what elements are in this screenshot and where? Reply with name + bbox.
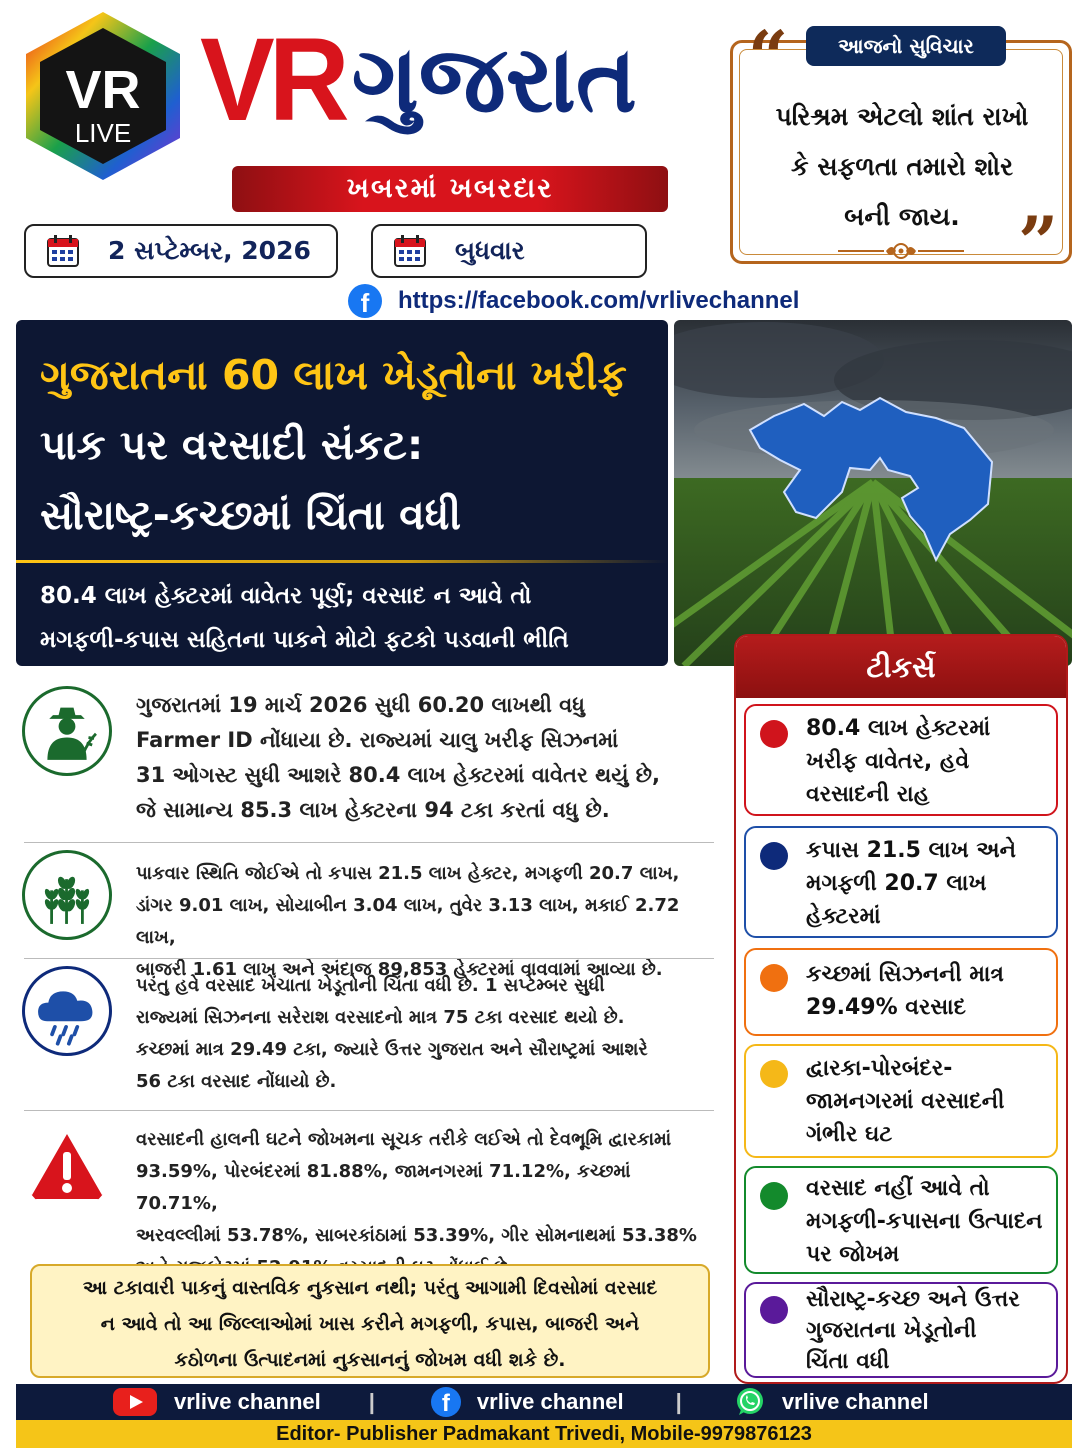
farmer-icon bbox=[22, 686, 112, 776]
thought-label: આજનો સુવિચાર bbox=[806, 26, 1006, 66]
paragraph-farmers bbox=[16, 686, 716, 826]
ticker-line: મગફળી 20.7 લાખ bbox=[806, 871, 987, 896]
paragraph-line: પાકવાર સ્થિતિ જોઈએ તો કપાસ 21.5 લાખ હેક્ટર, મગફળી 20.7 લાખ, bbox=[136, 863, 680, 884]
ticker-item bbox=[744, 948, 1058, 1036]
brand-gujarat: ગુજરાત bbox=[351, 26, 637, 133]
youtube-label[interactable]: vrlive channel bbox=[174, 1389, 321, 1414]
ticker-item bbox=[744, 704, 1058, 816]
paragraph-line: બાજરી 1.61 લાખ અને અંદાજ 89,853 હેક્ટરમાં વાવવામાં આવ્યા છે. bbox=[136, 959, 663, 980]
ticker-line: ચિંતા વધી bbox=[806, 1349, 890, 1374]
logo-live-text: LIVE bbox=[74, 118, 132, 148]
ticker-text bbox=[806, 1052, 1054, 1151]
paragraph-line: Farmer ID નોંધાયા છે. રાજ્યમાં ચાલુ ખરીફ સિઝનમાં bbox=[136, 728, 619, 752]
bullet-dot-blue bbox=[760, 842, 788, 870]
tagline: ખબરમાં ખબરદાર bbox=[232, 166, 668, 212]
tickers-panel bbox=[734, 634, 1068, 1384]
whatsapp-link[interactable] bbox=[734, 1386, 929, 1418]
ticker-item bbox=[744, 826, 1058, 938]
paragraph-crops bbox=[16, 850, 716, 980]
facebook-icon: f bbox=[348, 284, 382, 318]
paragraph-line: રાજ્યમાં સિઝનના સરેરાશ વરસાદનો માત્ર 75 ટકા વરસાદ થયો છે. bbox=[136, 1007, 625, 1028]
ticker-line: વરસાદની રાહ bbox=[806, 782, 930, 807]
ticker-line: પર જોખમ bbox=[806, 1242, 900, 1267]
paragraph-text bbox=[136, 1124, 716, 1284]
paragraph-line: ગુજરાતમાં 19 માર્ચ 2026 સુધી 60.20 લાખથી વધુ bbox=[136, 693, 585, 717]
paragraph-text bbox=[136, 970, 716, 1098]
paragraph-rainfall bbox=[16, 966, 716, 1102]
bullet-dot-orange bbox=[760, 964, 788, 992]
paragraph-line: 56 ટકા વરસાદ નોંધાયો છે. bbox=[136, 1071, 337, 1092]
rain-cloud-icon bbox=[22, 966, 112, 1056]
paragraph-line: જે સામાન્ય 85.3 લાખ હેક્ટરના 94 ટકા કરતાં વધુ છે. bbox=[136, 798, 610, 822]
thought-line: કે સફળતા તમારો શોર bbox=[790, 152, 1014, 181]
whatsapp-label[interactable]: vrlive channel bbox=[781, 1389, 929, 1414]
ticker-text bbox=[806, 712, 1054, 811]
headline-divider bbox=[16, 560, 668, 563]
ticker-line: હેક્ટરમાં bbox=[806, 904, 881, 929]
thought-line: બની જાય. bbox=[844, 202, 960, 231]
whatsapp-icon bbox=[734, 1386, 766, 1418]
ticker-text bbox=[806, 1172, 1054, 1271]
headline-subtitle bbox=[40, 574, 660, 662]
facebook-footer-link[interactable] bbox=[431, 1387, 624, 1417]
brand-title bbox=[200, 13, 720, 146]
ticker-line: ગંભીર ઘટ bbox=[806, 1122, 893, 1147]
paragraph-line: 31 ઓગસ્ટ સુધી આશરે 80.4 લાખ હેક્ટરમાં વાવેતર થયું છે, bbox=[136, 763, 660, 787]
wheat-icon bbox=[22, 850, 112, 940]
divider bbox=[24, 958, 714, 959]
facebook-url[interactable]: https://facebook.com/vrlivechannel bbox=[398, 287, 800, 314]
facebook-link[interactable] bbox=[348, 284, 799, 318]
bullet-dot-green bbox=[760, 1182, 788, 1210]
date-text: 2 સપ્ટેમ્બર, 2026 bbox=[108, 236, 311, 265]
weekday-box bbox=[371, 224, 647, 278]
divider bbox=[24, 842, 714, 843]
vr-live-logo bbox=[22, 10, 184, 182]
paragraph-line: વરસાદની હાલની ઘટને જોખમના સૂચક તરીકે લઈએ તો દેવભૂમિ દ્વારકામાં bbox=[136, 1129, 672, 1150]
divider bbox=[24, 1110, 714, 1111]
thought-text bbox=[752, 92, 1052, 242]
calendar-icon bbox=[46, 234, 80, 268]
paragraph-line: ડાંગર 9.01 લાખ, સોયાબીન 3.04 લાખ, તુવેર 3.13 લાખ, મકાઈ 2.72 લાખ, bbox=[136, 895, 680, 948]
ticker-line: 29.49% વરસાદ bbox=[806, 995, 966, 1020]
disclaimer-note bbox=[30, 1264, 710, 1378]
editor-line: Editor- Publisher Padmakant Trivedi, Mobile-9979876123 bbox=[16, 1420, 1072, 1448]
ticker-text bbox=[806, 1284, 1054, 1377]
ornament-divider bbox=[836, 240, 966, 262]
ticker-line: વરસાદ નહીં આવે તો bbox=[806, 1176, 990, 1201]
paragraph-line: કચ્છમાં માત્ર 29.49 ટકા, જ્યારે ઉત્તર ગુજરાત અને સૌરાષ્ટ્રમાં આશરે bbox=[136, 1039, 648, 1060]
ticker-line: દ્વારકા-પોરબંદર- bbox=[806, 1056, 953, 1081]
bullet-dot-yellow bbox=[760, 1060, 788, 1088]
note-line: ન આવે તો આ જિલ્લાઓમાં ખાસ કરીને મગફળી, કપાસ, બાજરી અને bbox=[100, 1313, 640, 1335]
footer-social-bar bbox=[16, 1384, 1072, 1420]
close-quote-icon: ” bbox=[1018, 201, 1059, 284]
note-line: આ ટકાવારી પાકનું વાસ્તવિક નુકસાન નથી; પરંતુ આગામી દિવસોમાં વરસાદ bbox=[82, 1277, 658, 1299]
tickers-title: ટીકર્સ bbox=[736, 636, 1066, 698]
subtitle-line: મગફળી-કપાસ સહિતના પાકને મોટો ફટકો પડવાની ભીતિ bbox=[40, 627, 569, 653]
ticker-item bbox=[744, 1166, 1058, 1274]
paragraph-line: અરવલ્લીમાં 53.78%, સાબરકાંઠામાં 53.39%, ગીર સોમનાથમાં 53.38% bbox=[136, 1225, 697, 1246]
ticker-line: ખરીફ વાવેતર, હવે bbox=[806, 749, 970, 774]
ticker-line: કચ્છમાં સિઝનની માત્ર bbox=[806, 962, 1004, 987]
ticker-text bbox=[806, 834, 1054, 933]
weekday-text: બુધવાર bbox=[455, 236, 525, 265]
ticker-text bbox=[806, 958, 1054, 1024]
ticker-line: મગફળી-કપાસના ઉત્પાદન bbox=[806, 1209, 1043, 1234]
ticker-item bbox=[744, 1044, 1058, 1158]
footer-separator: | bbox=[368, 1389, 375, 1414]
warning-icon bbox=[22, 1122, 112, 1212]
thought-line: પરિશ્રમ એટલો શાંત રાખો bbox=[775, 102, 1029, 131]
ticker-line: સૌરાષ્ટ્ર-કચ્છ અને ઉત્તર bbox=[806, 1287, 1020, 1312]
calendar-icon bbox=[393, 234, 427, 268]
facebook-label[interactable]: vrlive channel bbox=[476, 1389, 624, 1414]
brand-vr: VR bbox=[200, 13, 344, 146]
bullet-dot-purple bbox=[760, 1296, 788, 1324]
paragraph-text bbox=[136, 688, 716, 828]
youtube-link[interactable] bbox=[112, 1387, 321, 1417]
youtube-icon bbox=[112, 1387, 158, 1417]
open-quote-icon: “ bbox=[748, 15, 789, 98]
headline-panel bbox=[16, 320, 668, 666]
footer-separator: | bbox=[675, 1389, 682, 1414]
headline-line: ગુજરાતના 60 લાખ ખેડૂતોના ખરીફ bbox=[40, 351, 627, 399]
ticker-item bbox=[744, 1282, 1058, 1378]
headline-title bbox=[40, 340, 660, 550]
farm-map-image bbox=[674, 320, 1072, 666]
headline-line: પાક પર વરસાદી સંકટ: bbox=[40, 421, 424, 469]
ticker-line: ગુજરાતના ખેડૂતોની bbox=[806, 1318, 977, 1343]
facebook-icon: f bbox=[431, 1387, 461, 1417]
bullet-dot-red bbox=[760, 720, 788, 748]
ticker-line: 80.4 લાખ હેક્ટરમાં bbox=[806, 716, 991, 741]
note-line: કઠોળના ઉત્પાદનમાં નુકસાનનું જોખમ વધી શકે છે. bbox=[174, 1349, 566, 1371]
paragraph-line: પરંતુ હવે વરસાદ ખેંચાતા ખેડૂતોની ચિંતા વધી છે. 1 સપ્ટેમ્બર સુધી bbox=[136, 975, 605, 996]
date-box bbox=[24, 224, 338, 278]
ticker-line: કપાસ 21.5 લાખ અને bbox=[806, 838, 1016, 863]
ticker-line: જામનગરમાં વરસાદની bbox=[806, 1089, 1005, 1114]
paragraph-deficit bbox=[16, 1118, 716, 1258]
headline-line: સૌરાષ્ટ્ર-કચ્છમાં ચિંતા વધી bbox=[40, 491, 462, 539]
logo-vr-text: VR bbox=[65, 60, 141, 120]
paragraph-line: 93.59%, પોરબંદરમાં 81.88%, જામનગરમાં 71.12%, કચ્છમાં 70.71%, bbox=[136, 1161, 631, 1214]
subtitle-line: 80.4 લાખ હેક્ટરમાં વાવેતર પૂર્ણ; વરસાદ ન આવે તો bbox=[40, 583, 532, 609]
